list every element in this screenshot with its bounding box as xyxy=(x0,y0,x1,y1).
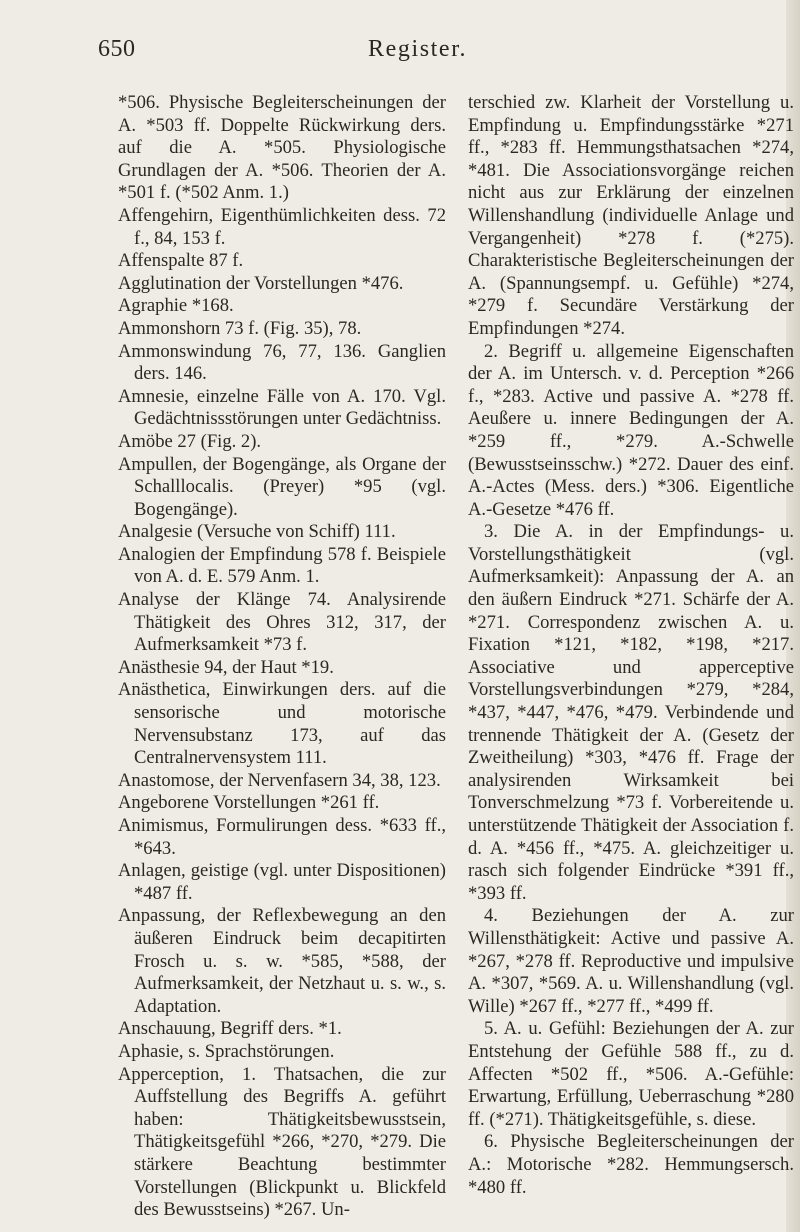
index-entry: Agglutination der Vorstellungen *476. xyxy=(118,272,404,294)
index-entry: Apperception, 1. Thatsachen, die zur Auffstellung des Begriffs A. geführt haben: Thätigkeitsbewusstsein, Thätigkeitsgefühl *266, *270, *279. Die stärkere Beachtung bestimmter Vorstellungen (Blickpunkt u. Blickfeld des Bewusstseins) *267. Un- xyxy=(118,1063,446,1221)
index-entry: Agraphie *168. xyxy=(118,295,234,317)
index-entry: Ampullen, der Bogengänge, als Organe der Schalllocalis. (Preyer) *95 (vgl. Bogengänge). xyxy=(118,453,446,520)
index-entry: Anastomose, der Nervenfasern 34, 38, 123. xyxy=(118,769,441,791)
index-entry: Anpassung, der Reflexbewegung an den äußeren Eindruck beim decapitirten Frosch u. s. w. *585, *588, der Aufmerksamkeit, der Netzhaut u. s. w., s. Adaptation. xyxy=(118,905,446,1017)
index-entry: terschied zw. Klarheit der Vorstellung u. Empfindung u. Empfindungsstärke *271 ff., *283 ff. Hemmungsthatsachen *274, *481. Die Associationsvorgänge reichen nicht aus zur Erklärung der einzelnen Willenshandlung (individuelle Anlage und Vergangenheit) *278 f. (*275). Charakteristische Begleiterscheinungen der A. (Spannungsempf. u. Gefühle) *274, *279 f. Secundäre Verstärkung der Empfindungen *274. xyxy=(468,92,794,339)
index-entry: Aphasie, s. Sprachstörungen. xyxy=(118,1040,335,1062)
index-subentry: 2. Begriff u. allgemeine Eigenschaften der A. im Untersch. v. d. Perception *266 f., *283. Active und passive A. *278 ff. Aeußere u. innere Bedingungen der A. *259 ff., *279. A.-Schwelle (Bewusstseinsschw.) *272. Dauer des einf. A.-Actes (Mess. ders.) *306. Eigentliche A.-Gesetze *476 ff. xyxy=(468,340,794,520)
index-entry: Ammonswindung 76, 77, 136. Ganglien ders. 146. xyxy=(118,340,446,385)
index-entry: Ammonshorn 73 f. (Fig. 35), 78. xyxy=(118,317,362,339)
index-entry: Anschauung, Begriff ders. *1. xyxy=(118,1018,342,1040)
index-entry: Analogien der Empfindung 578 f. Beispiele von A. d. E. 579 Anm. 1. xyxy=(118,543,446,588)
index-entry: Amnesie, einzelne Fälle von A. 170. Vgl. Gedächtnissstörungen unter Gedächtniss. xyxy=(118,385,446,430)
running-title: Register. xyxy=(368,36,468,62)
left-column xyxy=(118,92,446,1222)
page-number: 650 xyxy=(98,36,136,62)
index-subentry: 4. Beziehungen der A. zur Willensthätigkeit: Active und passive A. *267, *278 ff. Reproductive und impulsive A. *307, *569. A. u. Willenshandlung (vgl. Wille) *267 ff., *277 ff., *499 ff. xyxy=(468,905,794,1017)
index-entry: Anästhetica, Einwirkungen ders. auf die sensorische und motorische Nervensubstanz 173, auf das Centralnervensystem 111. xyxy=(118,679,446,769)
index-entry: Analgesie (Versuche von Schiff) 111. xyxy=(118,521,396,543)
right-column xyxy=(468,92,794,1199)
index-subentry: 6. Physische Begleiterscheinungen der A.: Motorische *282. Hemmungsersch. *480 ff. xyxy=(468,1131,794,1198)
index-entry: Amöbe 27 (Fig. 2). xyxy=(118,430,262,452)
index-entry: Anlagen, geistige (vgl. unter Dispositionen) *487 ff. xyxy=(118,860,446,904)
index-entry: Anästhesie 94, der Haut *19. xyxy=(118,656,334,678)
index-entry: Affengehirn, Eigenthümlichkeiten dess. 72 f., 84, 153 f. xyxy=(118,204,446,249)
index-entry: Affenspalte 87 f. xyxy=(118,250,244,272)
index-entry: Animismus, Formulirungen dess. *633 ff., *643. xyxy=(118,815,446,859)
index-entry: Analyse der Klänge 74. Analysirende Thätigkeit des Ohres 312, 317, der Aufmerksamkeit *73 f. xyxy=(118,589,446,656)
index-entry: *506. Physische Begleiterscheinungen der A. *503 ff. Doppelte Rückwirkung ders. auf die A. *505. Physiologische Grundlagen der A. *506. Theorien der A. *501 f. (*502 Anm. 1.) xyxy=(118,92,446,204)
index-entry: Angeborene Vorstellungen *261 ff. xyxy=(118,792,380,814)
index-subentry: 5. A. u. Gefühl: Beziehungen der A. zur Entstehung der Gefühle 588 ff., zu d. Affecten *502 ff., *506. A.-Gefühle: Erwartung, Erfüllung, Ueberraschung *280 ff. (*271). Thätigkeitsgefühle, s. diese. xyxy=(468,1018,794,1130)
index-subentry: 3. Die A. in der Empfindungs- u. Vorstellungsthätigkeit (vgl. Aufmerksamkeit): Anpassung der A. an den äußern Eindruck *271. Schärfe der A. *271. Correspondenz zwischen A. u. Fixation *121, *182, *198, *217. Associative und apperceptive Vorstellungsverbindungen *279, *284, *437, *447, *476, *479. Verbindende und trennende Thätigkeit der A. (Gesetz der Zweitheilung) *303, *476 ff. Frage der analysirenden Wirksamkeit bei Tonverschmelzung *73 f. Vorbereitende u. unterstützende Thätigkeit der Association f. d. A. *456 ff., *475. A. gleichzeitiger u. rasch sich folgender Eindrücke *391 ff., *393 ff. xyxy=(468,521,794,904)
page-header xyxy=(0,36,800,76)
